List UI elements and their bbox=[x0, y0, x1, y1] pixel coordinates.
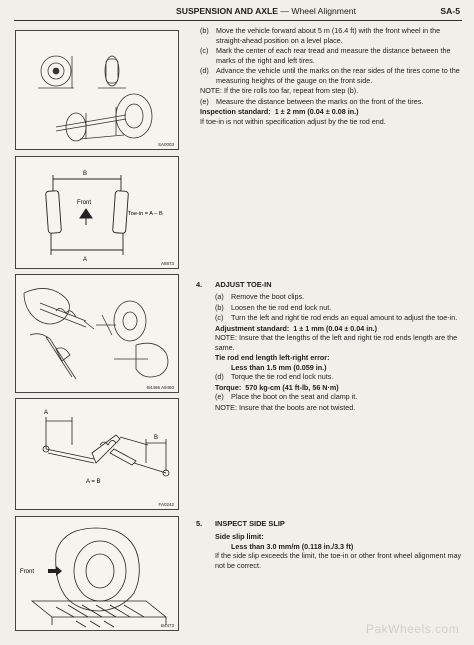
spec-value: 1 ± 2 mm (0.04 ± 0.08 in.) bbox=[274, 107, 359, 116]
note bbox=[215, 333, 463, 352]
header-rule bbox=[14, 20, 462, 21]
step-item bbox=[200, 66, 462, 85]
figure-code: B4473 bbox=[160, 623, 174, 628]
section-title: INSPECT SIDE SLIP bbox=[215, 519, 285, 528]
figure-tie-rod-adjust bbox=[15, 274, 179, 393]
step-text: Place the boot on the seat and clamp it. bbox=[231, 392, 358, 401]
page-header-title bbox=[176, 6, 356, 16]
spec-label: Adjustment standard: bbox=[215, 323, 290, 333]
section-number: 4. bbox=[196, 280, 203, 289]
note bbox=[215, 403, 463, 413]
toe-in-formula: Toe-in = A – B bbox=[128, 211, 163, 217]
tie-rod-length-illustration bbox=[16, 399, 178, 509]
step-text: Move the vehicle forward about 5 m (16.4 ft) with the front wheel in the straight-ahead position on a level place. bbox=[216, 26, 441, 45]
label-a: A bbox=[44, 410, 49, 416]
step-text: Mark the center of each rear tread and measure the distance between the marks of the right and left tires. bbox=[216, 46, 451, 65]
watermark: PakWheels.com bbox=[366, 622, 460, 636]
step-letter: (b) bbox=[215, 302, 224, 312]
side-slip-limit-label: Side slip limit: bbox=[215, 532, 264, 541]
figure-tie-rod-length bbox=[15, 398, 179, 510]
step-letter: (e) bbox=[200, 96, 209, 106]
note-text: Insure that the lengths of the left and right tie rod ends length are the same. bbox=[215, 333, 458, 352]
figure-toe-in-diagram bbox=[15, 156, 179, 269]
step-letter: (c) bbox=[215, 313, 224, 322]
side-slip-steps bbox=[215, 532, 463, 570]
header-subsection: Wheel Alignment bbox=[291, 6, 356, 16]
step-letter: (b) bbox=[200, 26, 209, 35]
label-front: Front bbox=[77, 200, 92, 206]
length-formula: A = B bbox=[86, 479, 101, 485]
note bbox=[200, 86, 462, 96]
figure-code: FA0242 bbox=[158, 502, 174, 507]
toe-in-gauge-illustration bbox=[16, 31, 178, 149]
label-b: B bbox=[154, 435, 159, 441]
step-letter: (e) bbox=[215, 392, 224, 401]
inspection-standard bbox=[200, 107, 462, 117]
step-text: Remove the boot clips. bbox=[231, 292, 305, 301]
figure-toe-in-gauge bbox=[15, 30, 179, 150]
side-slip-illustration bbox=[16, 517, 178, 630]
step-item bbox=[200, 26, 462, 45]
step-text: Turn the left and right tie rod ends an equal amount to adjust the toe-in. bbox=[231, 313, 458, 322]
step-letter: (d) bbox=[200, 66, 209, 75]
side-slip-text: If the side slip exceeds the limit, the toe-in or other front wheel alignment may not be correct. bbox=[215, 551, 462, 570]
step-letter: (d) bbox=[215, 372, 224, 381]
section-title: ADJUST TOE-IN bbox=[215, 280, 272, 289]
spec-label: Inspection standard: bbox=[200, 107, 271, 116]
note-label: NOTE: bbox=[215, 333, 237, 342]
tie-rod-error-value: Less than 1.5 mm (0.059 in.) bbox=[231, 362, 327, 372]
step-letter: (a) bbox=[215, 292, 224, 301]
label-b: B bbox=[83, 171, 88, 177]
toe-in-diagram-illustration bbox=[16, 157, 178, 268]
section-number: 5. bbox=[196, 519, 203, 528]
step-item bbox=[200, 46, 462, 65]
header-dash: — bbox=[280, 6, 290, 16]
tie-rod-error-label: Tie rod end length left-right error: bbox=[215, 353, 330, 362]
toe-in-measure-steps bbox=[200, 26, 462, 126]
toe-in-adjust-note: If toe-in is not within specification adjust by the tie rod end. bbox=[200, 116, 386, 126]
label-front: Front bbox=[20, 569, 35, 575]
note-text: If the tire rolls too far, repeat from step (b). bbox=[223, 86, 359, 95]
step-item bbox=[215, 372, 463, 382]
side-slip-limit-value: Less than 3.0 mm/m (0.118 in./3.3 ft) bbox=[231, 541, 354, 551]
step-text: Advance the vehicle until the marks on the rear sides of the tires come to the measuring heights of the gauge on the front side. bbox=[216, 66, 460, 85]
label-a: A bbox=[83, 257, 88, 263]
step-item bbox=[215, 303, 463, 313]
torque-spec bbox=[215, 383, 463, 393]
spec-value: 570 kg-cm (41 ft-lb, 56 N·m) bbox=[245, 382, 339, 392]
step-text: Torque the tie rod end lock nuts. bbox=[231, 372, 334, 381]
step-letter: (c) bbox=[200, 46, 209, 55]
figure-code: B4466 A9460 bbox=[146, 385, 174, 390]
step-text: Measure the distance between the marks on the front of the tires. bbox=[216, 96, 424, 106]
adjustment-standard bbox=[215, 324, 463, 334]
spec-value: 1 ± 1 mm (0.04 ± 0.04 in.) bbox=[293, 323, 378, 333]
step-text: Loosen the tie rod end lock nut. bbox=[231, 302, 332, 312]
note-label: NOTE: bbox=[215, 402, 237, 412]
tie-rod-adjust-illustration bbox=[16, 275, 178, 392]
header-section: SUSPENSION AND AXLE bbox=[176, 6, 279, 16]
page-code: SA-5 bbox=[440, 6, 460, 16]
figure-code: A8873 bbox=[160, 261, 174, 266]
note-text: Insure that the boots are not twisted. bbox=[238, 402, 356, 412]
step-item bbox=[215, 392, 463, 402]
step-item bbox=[215, 292, 463, 302]
figure-side-slip bbox=[15, 516, 179, 631]
figure-code: SA0003 bbox=[157, 142, 174, 147]
adjust-toe-in-steps bbox=[215, 292, 463, 413]
spec-label: Torque: bbox=[215, 382, 242, 392]
note-label: NOTE: bbox=[200, 86, 222, 95]
step-item bbox=[215, 313, 463, 323]
step-item bbox=[200, 97, 462, 107]
